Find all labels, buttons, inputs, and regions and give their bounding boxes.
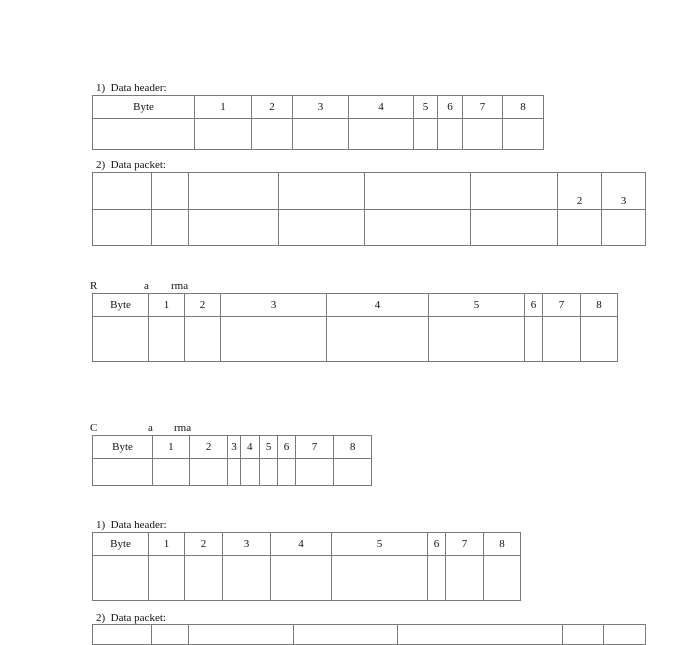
- header-cell: 6: [278, 436, 295, 459]
- empty-cell: [503, 119, 544, 150]
- empty-cell: [189, 210, 279, 246]
- header-cell: 8: [581, 294, 618, 317]
- empty-cell: [602, 210, 646, 246]
- empty-cell: [446, 556, 484, 601]
- empty-cell: [189, 459, 228, 486]
- empty-cell: [93, 317, 149, 362]
- empty-cell: [93, 210, 152, 246]
- command-table: [92, 435, 372, 486]
- empty-cell: [189, 625, 294, 645]
- empty-cell: [228, 459, 240, 486]
- header-cell: 2: [185, 533, 223, 556]
- heading-fragment: R: [90, 280, 98, 292]
- empty-cell: [365, 210, 471, 246]
- empty-cell: [240, 459, 259, 486]
- empty-cell: [471, 210, 558, 246]
- empty-cell: [295, 459, 334, 486]
- header-cell: 6: [525, 294, 543, 317]
- header-cell: 1: [149, 533, 185, 556]
- empty-cell: [349, 119, 414, 150]
- empty-cell: [414, 119, 438, 150]
- header-cell: 5: [429, 294, 525, 317]
- header-cell: Byte: [93, 436, 153, 459]
- empty-cell: [271, 556, 332, 601]
- heading-fragment: C: [90, 422, 98, 434]
- empty-cell: [149, 317, 185, 362]
- header-cell: 2: [185, 294, 221, 317]
- header-cell: 3: [228, 436, 240, 459]
- empty-cell: [334, 459, 372, 486]
- heading-fragment: rma: [171, 280, 189, 292]
- header-cell: 7: [295, 436, 334, 459]
- heading-fragment: rma: [174, 422, 192, 434]
- empty-cell: [463, 119, 503, 150]
- header-cell: 1: [149, 294, 185, 317]
- header-cell: 4: [327, 294, 429, 317]
- header-cell: 3: [293, 96, 349, 119]
- header-cell: 1: [153, 436, 190, 459]
- empty-cell: [185, 317, 221, 362]
- empty-cell: [259, 459, 277, 486]
- header-cell: 2: [189, 436, 228, 459]
- header-cell: [279, 173, 365, 210]
- empty-cell: [293, 119, 349, 150]
- data-header-table: [92, 95, 544, 150]
- empty-cell: [252, 119, 293, 150]
- empty-cell: [398, 625, 563, 645]
- empty-cell: [153, 459, 190, 486]
- empty-cell: [332, 556, 428, 601]
- empty-cell: [223, 556, 271, 601]
- section-title-data-header-2: 1) Data header:: [96, 519, 167, 531]
- empty-cell: [563, 625, 604, 645]
- data-header-table-2: [92, 532, 521, 601]
- response-table: [92, 293, 618, 362]
- empty-cell: [152, 210, 189, 246]
- empty-cell: [525, 317, 543, 362]
- heading-fragment: a: [144, 280, 149, 292]
- empty-cell: [428, 556, 446, 601]
- header-cell: 8: [334, 436, 372, 459]
- header-cell: Byte: [93, 533, 149, 556]
- empty-cell: [438, 119, 463, 150]
- header-cell: 5: [414, 96, 438, 119]
- header-cell: 8: [503, 96, 544, 119]
- header-cell: 7: [446, 533, 484, 556]
- empty-cell: [278, 459, 295, 486]
- header-cell: [93, 173, 152, 210]
- empty-cell: [93, 625, 152, 645]
- header-cell: 3: [602, 173, 646, 210]
- empty-cell: [195, 119, 252, 150]
- header-cell: 4: [240, 436, 259, 459]
- heading-fragment: a: [148, 422, 153, 434]
- header-cell: 5: [332, 533, 428, 556]
- header-cell: Byte: [93, 294, 149, 317]
- header-cell: 3: [221, 294, 327, 317]
- header-cell: 5: [259, 436, 277, 459]
- header-cell: 3: [223, 533, 271, 556]
- empty-cell: [93, 119, 195, 150]
- header-cell: [365, 173, 471, 210]
- header-cell: [189, 173, 279, 210]
- header-cell: 6: [438, 96, 463, 119]
- empty-cell: [484, 556, 521, 601]
- header-cell: 2: [558, 173, 602, 210]
- empty-cell: [149, 556, 185, 601]
- header-cell: Byte: [93, 96, 195, 119]
- section-title-data-packet: 2) Data packet:: [96, 159, 166, 171]
- section-title-data-packet-2: 2) Data packet:: [96, 612, 166, 624]
- header-cell: 8: [484, 533, 521, 556]
- empty-cell: [558, 210, 602, 246]
- data-packet-table: [92, 172, 646, 246]
- empty-cell: [279, 210, 365, 246]
- empty-cell: [152, 625, 189, 645]
- empty-cell: [581, 317, 618, 362]
- empty-cell: [185, 556, 223, 601]
- empty-cell: [221, 317, 327, 362]
- header-cell: 2: [252, 96, 293, 119]
- section-title-data-header: 1) Data header:: [96, 82, 167, 94]
- empty-cell: [429, 317, 525, 362]
- header-cell: [471, 173, 558, 210]
- empty-cell: [93, 459, 153, 486]
- empty-cell: [294, 625, 398, 645]
- header-cell: 7: [543, 294, 581, 317]
- header-cell: 7: [463, 96, 503, 119]
- header-cell: [152, 173, 189, 210]
- empty-cell: [93, 556, 149, 601]
- header-cell: 4: [349, 96, 414, 119]
- header-cell: 4: [271, 533, 332, 556]
- empty-cell: [327, 317, 429, 362]
- header-cell: 6: [428, 533, 446, 556]
- empty-cell: [543, 317, 581, 362]
- data-packet-table-2: [92, 624, 646, 645]
- empty-cell: [604, 625, 646, 645]
- header-cell: 1: [195, 96, 252, 119]
